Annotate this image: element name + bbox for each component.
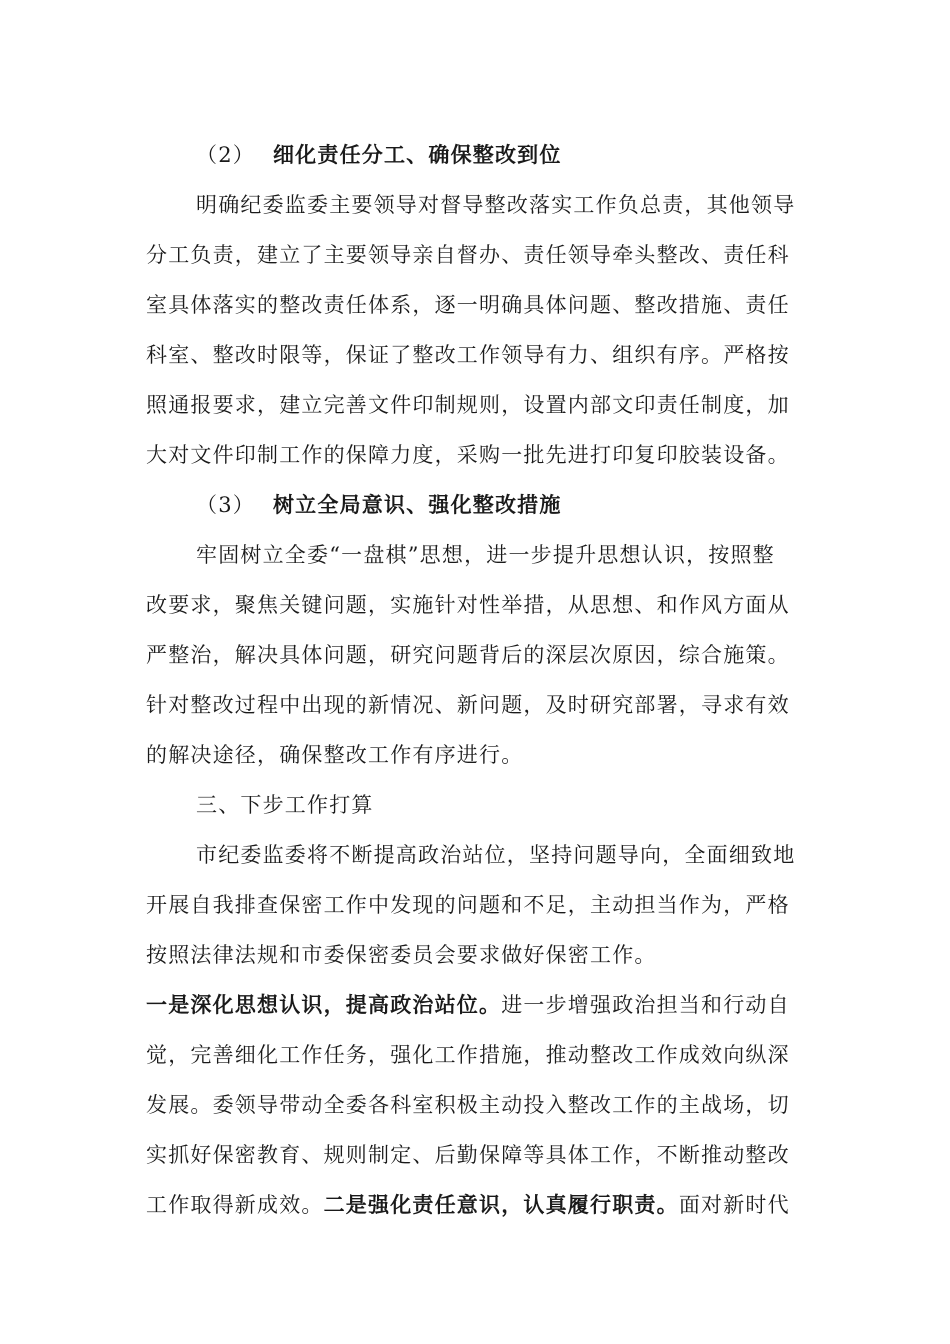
subsection-number: （3） — [196, 493, 255, 517]
paragraph-line: 的解决途径，确保整改工作有序进行。 — [146, 743, 524, 767]
paragraph-line: 按照法律法规和市委保密委员会要求做好保密工作。 — [146, 943, 657, 967]
bold-lead-phrase: 二是强化责任意识，认真履行职责。 — [323, 1193, 679, 1217]
paragraph-line — [146, 1180, 806, 1230]
paragraph-line: 分工负责，建立了主要领导亲自督办、责任领导牵头整改、责任科 — [146, 243, 790, 267]
paragraph-line: 改要求，聚焦关键问题，实施针对性举措，从思想、和作风方面从 — [146, 593, 790, 617]
subsection-number: （2） — [196, 143, 255, 167]
paragraph-line: 针对整改过程中出现的新情况、新问题，及时研究部署，寻求有效 — [146, 693, 790, 717]
section-heading: 三、下步工作打算 — [196, 793, 374, 817]
paragraph-line: 牢固树立全委“一盘棋”思想，进一步提升思想认识，按照整 — [196, 543, 775, 567]
paragraph-line: 室具体落实的整改责任体系，逐一明确具体问题、整改措施、责任 — [146, 293, 790, 317]
paragraph-line: 严整治，解决具体问题，研究问题背后的深层次原因，综合施策。 — [146, 643, 790, 667]
subsection-heading-2 — [146, 130, 806, 180]
paragraph-line — [146, 980, 806, 1030]
bold-lead-phrase: 一是深化思想认识，提高政治站位。 — [146, 993, 502, 1017]
paragraph-line: 实抓好保密教育、规则制定、后勤保障等具体工作，不断推动整改 — [146, 1143, 790, 1167]
line-text: 工作取得新成效。 — [146, 1193, 324, 1217]
paragraph-line: 科室、整改时限等，保证了整改工作领导有力、组织有序。严格按 — [146, 343, 790, 367]
subsection-title: 树立全局意识、强化整改措施 — [272, 493, 562, 517]
document-body — [146, 130, 806, 1230]
paragraph-line: 发展。委领导带动全委各科室积极主动投入整改工作的主战场，切 — [146, 1093, 790, 1117]
paragraph-line: 明确纪委监委主要领导对督导整改落实工作负总责，其他领导 — [196, 193, 796, 217]
line-text: 面对新时代 — [678, 1193, 790, 1217]
paragraph-line: 市纪委监委将不断提高政治站位，坚持问题导向，全面细致地 — [196, 843, 796, 867]
line-text: 进一步增强政治担当和行动自 — [501, 993, 790, 1017]
subsection-heading-3 — [146, 480, 806, 530]
paragraph-line: 大对文件印制工作的保障力度，采购一批先进打印复印胶装设备。 — [146, 443, 790, 467]
paragraph-line: 开展自我排查保密工作中发现的问题和不足，主动担当作为，严格 — [146, 893, 790, 917]
subsection-title: 细化责任分工、确保整改到位 — [272, 143, 562, 167]
paragraph-line: 觉，完善细化工作任务，强化工作措施，推动整改工作成效向纵深 — [146, 1043, 790, 1067]
paragraph-line: 照通报要求，建立完善文件印制规则，设置内部文印责任制度，加 — [146, 393, 790, 417]
